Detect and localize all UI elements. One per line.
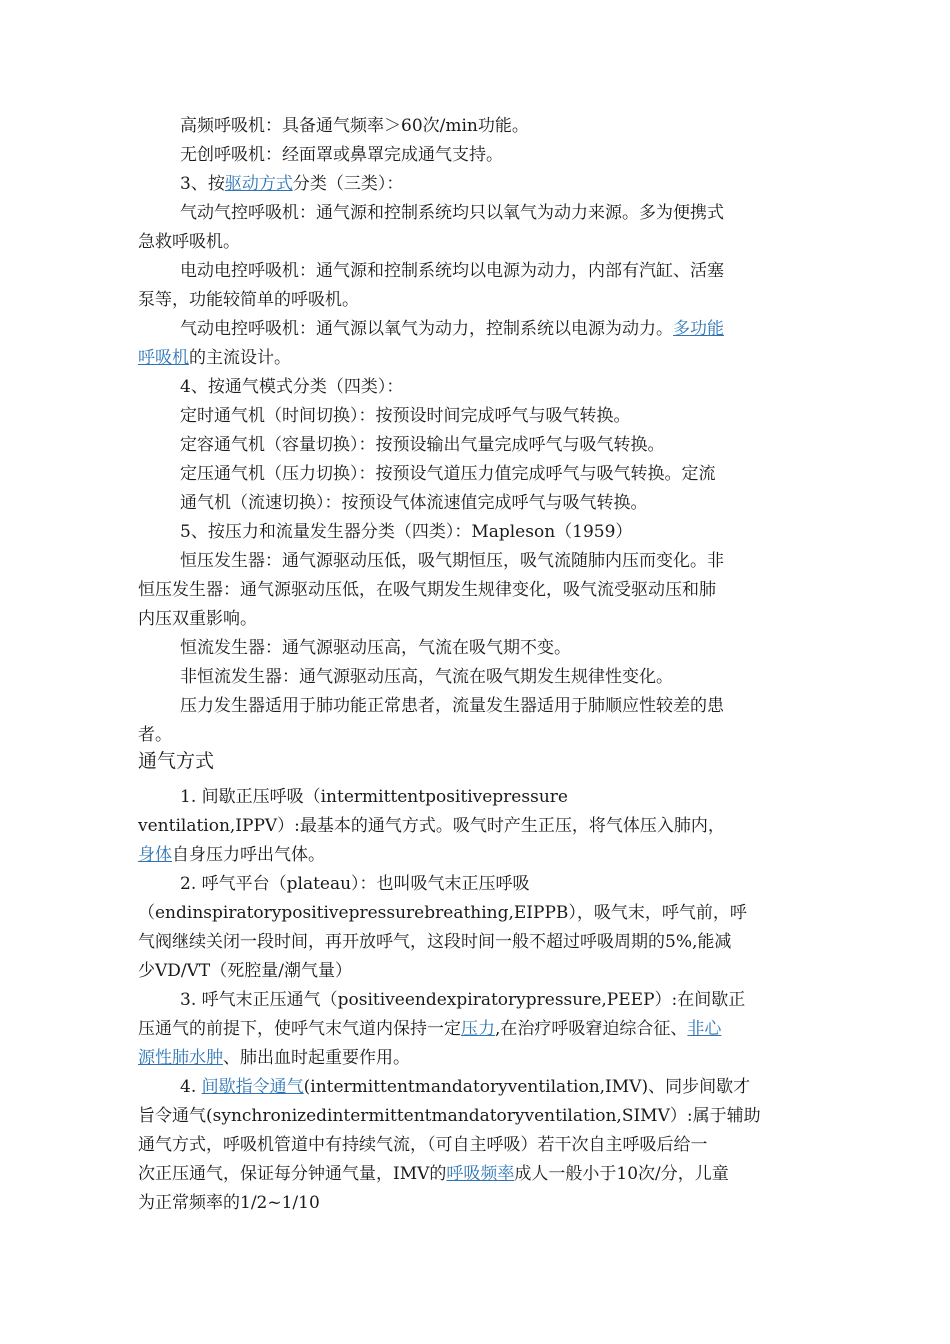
link-noncardiogenic[interactable]: 非心 — [687, 1019, 722, 1039]
text-line: 源性肺水肿、肺出血时起重要作用。 — [138, 1048, 410, 1068]
text-line: 急救呼吸机。 — [138, 232, 240, 252]
text-line: 呼吸机的主流设计。 — [138, 348, 291, 368]
text-line: 旨令通气(synchronizedintermittentmandatoryventilation,SIMV）:属于辅助 — [138, 1106, 761, 1126]
text-line: 3、按驱动方式分类（三类）： — [180, 174, 404, 194]
text-line: 恒流发生器：通气源驱动压高，气流在吸气期不变。 — [180, 638, 571, 658]
text-line: 通气方式，呼吸机管道中有持续气流，（可自主呼吸）若干次自主呼吸后给一 — [138, 1135, 708, 1155]
text-line: 通气机（流速切换）：按预设气体流速值完成呼气与吸气转换。 — [180, 493, 648, 513]
text-line: 次正压通气，保证每分钟通气量，IMV的呼吸频率成人一般小于10次/分，儿童 — [138, 1164, 729, 1184]
link-pulmonary-edema[interactable]: 源性肺水肿 — [138, 1048, 223, 1068]
text-line: 身体自身压力呼出气体。 — [138, 845, 325, 865]
text-line: 定时通气机（时间切换）：按预设时间完成呼气与吸气转换。 — [180, 406, 631, 426]
text-line: 高频呼吸机：具备通气频率＞60次/min功能。 — [180, 116, 529, 136]
text-line: 内压双重影响。 — [138, 609, 257, 629]
text-line: 4. 间歇指令通气(intermittentmandatoryventilation,IMV)、同步间歇才 — [180, 1077, 751, 1097]
link-imv[interactable]: 间歇指令通气 — [201, 1077, 304, 1097]
text-line: 泵等，功能较简单的呼吸机。 — [138, 290, 359, 310]
text-line: 无创呼吸机：经面罩或鼻罩完成通气支持。 — [180, 145, 503, 165]
text-line: 1. 间歇正压呼吸（intermittentpositivepressure — [180, 787, 568, 807]
link-respiratory-rate[interactable]: 呼吸频率 — [446, 1164, 515, 1184]
text-line: 恒压发生器：通气源驱动压低，在吸气期发生规律变化，吸气流受驱动压和肺 — [138, 580, 716, 600]
text-line: （endinspiratorypositivepressurebreathing,EIPPB），吸气末，呼气前，呼 — [138, 903, 747, 923]
text-line: 为正常频率的1/2~1/10 — [138, 1193, 320, 1213]
text-line: 电动电控呼吸机：通气源和控制系统均以电源为动力，内部有汽缸、活塞 — [180, 261, 724, 281]
text-line: 恒压发生器：通气源驱动压低，吸气期恒压，吸气流随肺内压而变化。非 — [180, 551, 724, 571]
text-line: 者。 — [138, 725, 172, 745]
section-heading: 通气方式 — [138, 750, 215, 772]
text-line: 3. 呼气末正压通气（positiveendexpiratorypressure,PEEP）:在间歇正 — [180, 990, 746, 1010]
link-drive-mode[interactable]: 驱动方式 — [224, 174, 293, 194]
text-line: 气动电控呼吸机：通气源以氧气为动力，控制系统以电源为动力。多功能 — [180, 319, 724, 339]
text-line: 定压通气机（压力切换）：按预设气道压力值完成呼气与吸气转换。定流 — [180, 464, 716, 484]
text-line: 非恒流发生器：通气源驱动压高，气流在吸气期发生规律性变化。 — [180, 667, 673, 687]
text-line: 2. 呼气平台（plateau）：也叫吸气末正压呼吸 — [180, 874, 530, 894]
text-line: 气动气控呼吸机：通气源和控制系统均只以氧气为动力来源。多为便携式 — [180, 203, 724, 223]
text-line: 5、按压力和流量发生器分类（四类）：Mapleson（1959） — [180, 522, 633, 542]
link-pressure[interactable]: 压力 — [461, 1019, 495, 1039]
text-line: 4、按通气模式分类（四类）： — [180, 377, 404, 397]
link-ventilator[interactable]: 呼吸机 — [138, 348, 189, 368]
text-line: 定容通气机（容量切换）：按预设输出气量完成呼气与吸气转换。 — [180, 435, 665, 455]
text-line: 少VD/VT（死腔量/潮气量） — [138, 961, 352, 981]
link-body[interactable]: 身体 — [138, 845, 172, 865]
text-line: 压通气的前提下，使呼气末气道内保持一定压力,在治疗呼吸窘迫综合征、非心 — [138, 1019, 722, 1039]
text-line: 气阀继续关闭一段时间，再开放呼气，这段时间一般不超过呼吸周期的5%,能减 — [138, 932, 732, 952]
text-line: ventilation,IPPV）:最基本的通气方式。吸气时产生正压，将气体压入肺内， — [138, 816, 725, 836]
text-line: 压力发生器适用于肺功能正常患者，流量发生器适用于肺顺应性较差的患 — [180, 696, 724, 716]
link-multifunction[interactable]: 多功能 — [673, 319, 724, 339]
